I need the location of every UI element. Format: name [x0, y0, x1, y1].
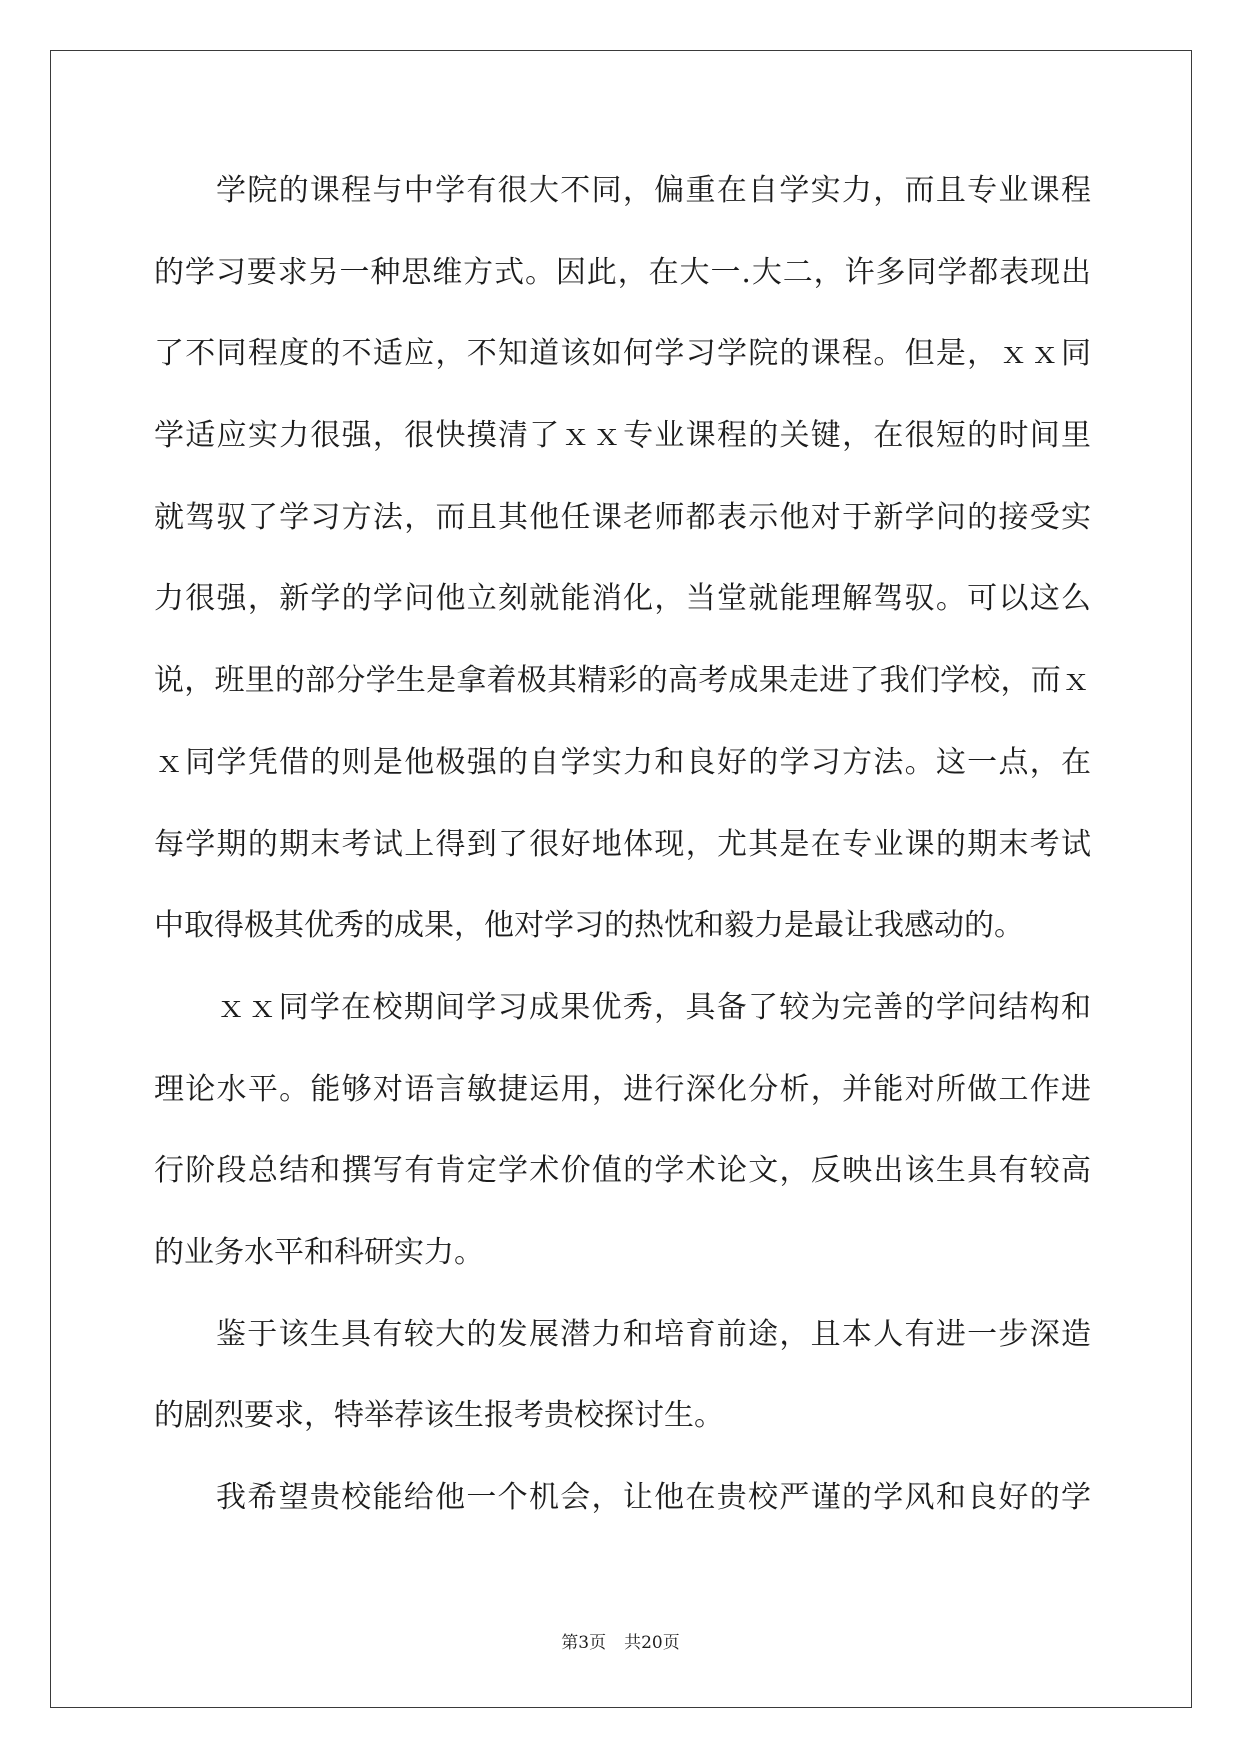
paragraph-1-line: 每学期的期末考试上得到了很好地体现，尤其是在专业课的期末考试: [154, 826, 1091, 862]
paragraph-2-line: 的业务水平和科研实力。: [154, 1234, 484, 1270]
paragraph-1-line: ｘ同学凭借的则是他极强的自学实力和良好的学习方法。这一点，在: [154, 744, 1091, 780]
paragraph-2-line: 行阶段总结和撰写有肯定学术价值的学术论文，反映出该生具有较高: [154, 1153, 1091, 1189]
paragraph-3-line: 鉴于该生具有较大的发展潜力和培育前途，且本人有进一步深造: [216, 1316, 1091, 1352]
paragraph-2-line: ｘｘ同学在校期间学习成果优秀，具备了较为完善的学问结构和: [216, 989, 1091, 1025]
paragraph-1-line: 中取得极其优秀的成果，他对学习的热忱和毅力是最让我感动的。: [154, 908, 1024, 944]
paragraph-4-line: 我希望贵校能给他一个机会，让他在贵校严谨的学风和良好的学: [216, 1480, 1091, 1515]
paragraph-1-line: 学适应实力很强，很快摸清了ｘｘ专业课程的关键，在很短的时间里: [154, 418, 1091, 454]
paragraph-1-line: 了不同程度的不适应，不知道该如何学习学院的课程。但是，ｘｘ同: [154, 336, 1091, 372]
paragraph-1-line: 学院的课程与中学有很大不同，偏重在自学实力，而且专业课程: [216, 173, 1091, 208]
paragraph-1-line: 力很强，新学的学问他立刻就能消化，当堂就能理解驾驭。可以这么: [154, 581, 1091, 617]
paragraph-1-line: 说，班里的部分学生是拿着极其精彩的高考成果走进了我们学校，而ｘ: [154, 663, 1091, 699]
paragraph-3-line: 的剧烈要求，特举荐该生报考贵校探讨生。: [154, 1398, 724, 1434]
paragraph-1-line: 的学习要求另一种思维方式。因此，在大一.大二，许多同学都表现出: [154, 254, 1091, 290]
page-total: 共20页: [624, 1633, 680, 1653]
document-body: [154, 150, 1091, 1539]
paragraph-2-line: 理论水平。能够对语言敏捷运用，进行深化分析，并能对所做工作进: [154, 1071, 1091, 1107]
paragraph-1-line: 就驾驭了学习方法，而且其他任课老师都表示他对于新学问的接受实: [154, 499, 1091, 535]
page-footer: [0, 1630, 1241, 1656]
page-number: 第3页: [561, 1633, 607, 1653]
